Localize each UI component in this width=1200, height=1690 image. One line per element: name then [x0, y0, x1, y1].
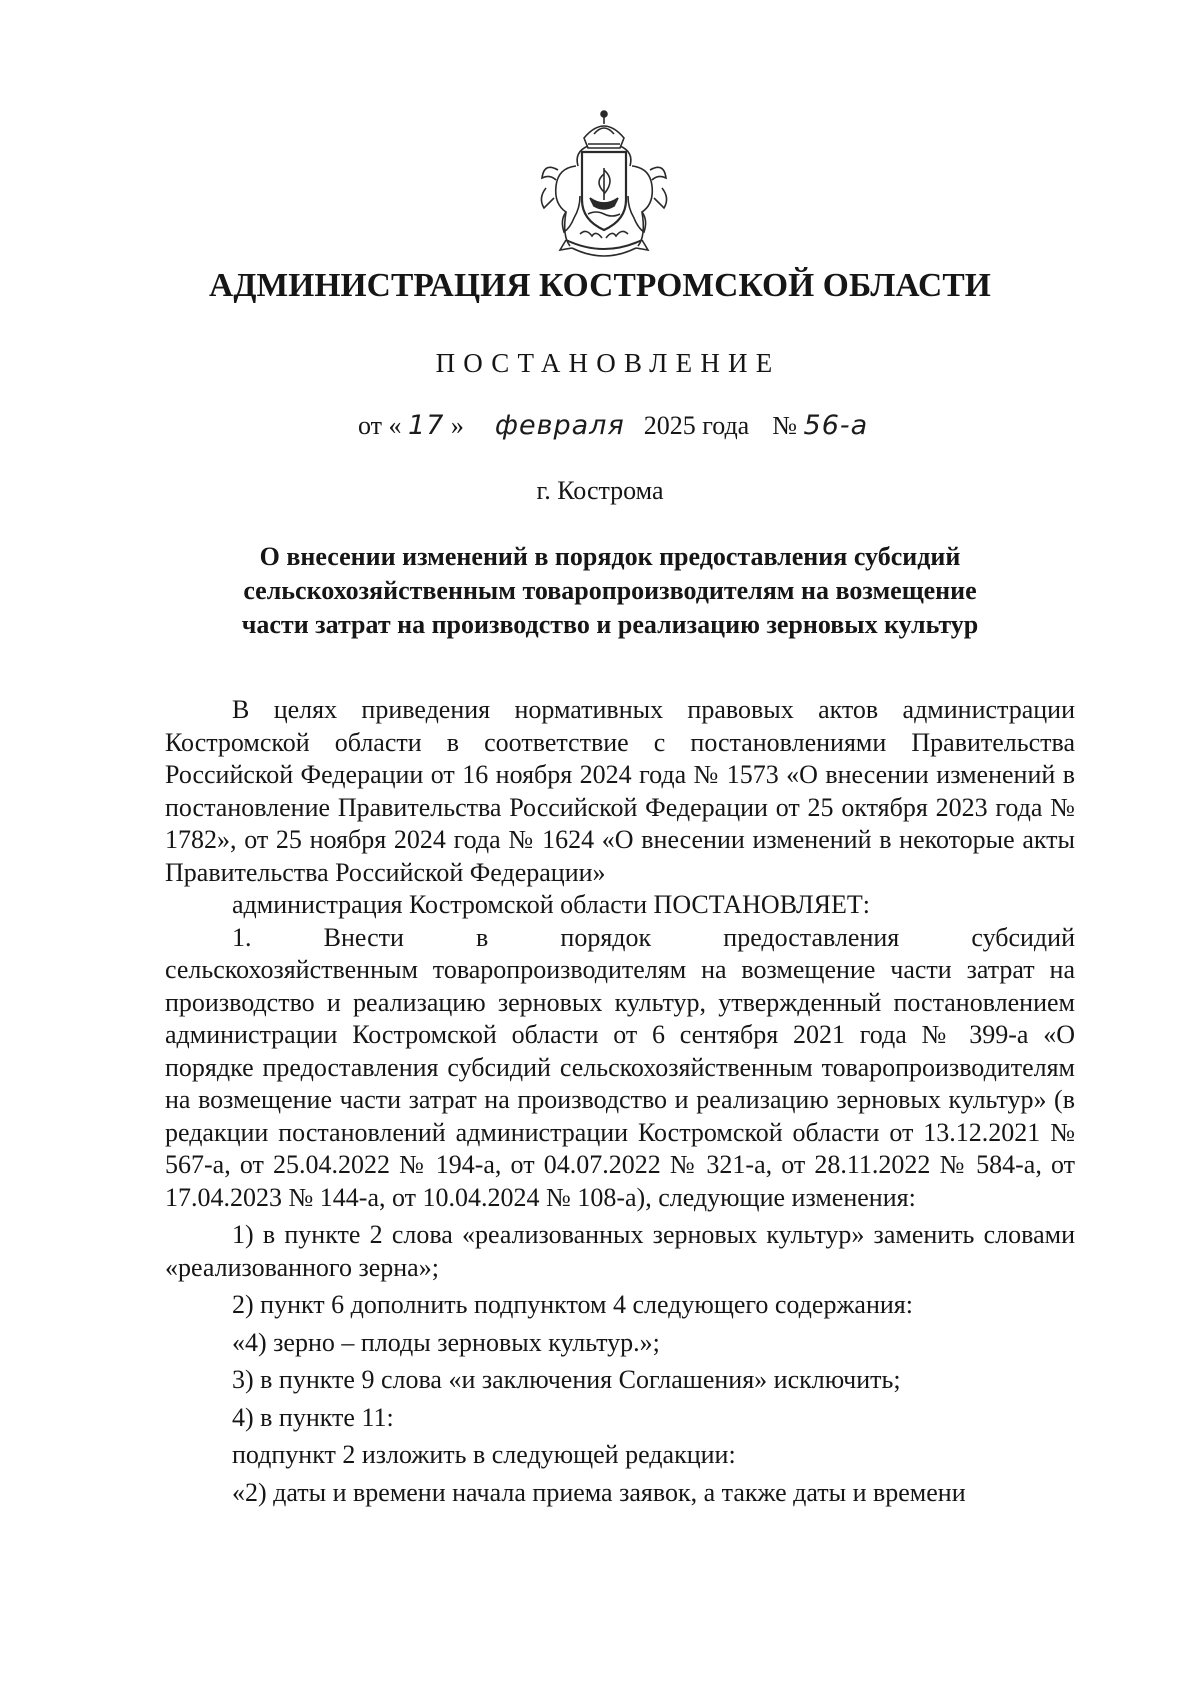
subitem-1: 1) в пункте 2 слова «реализованных зерновых культур» заменить словами «реализованного зерна»; — [165, 1220, 1075, 1282]
subitem-2-text: «4) зерно – плоды зерновых культур.»; — [232, 1327, 660, 1357]
subject-line: О внесении изменений в порядок предоставления субсидий — [259, 542, 961, 571]
item-1-first-line: 1. Внести в порядок предоставления субсидий — [232, 922, 1075, 952]
item-1-text: сельскохозяйственным товаропроизводителям на возмещение части затрат на производство и реализацию зерновых культур, утвержденный постановлением администрации Костромской области от 6 сентября 2021 года № 399-а «О порядке предоставления субсидий сельскохозяйственным товаропроизводителям на возмещение части затрат на производство и реализацию зерновых культур» (в редакции постановлений администрации Костромской области от 13.12.2021 № 567-а, от 25.04.2022 № 194-а, от 04.07.2022 № 321-а, от 28.11.2022 № 584-а, от 17.04.2023 № 144-а, от 10.04.2024 № 108-а), следующие изменения: — [165, 955, 1075, 1212]
date-month-handwritten: февраля — [494, 410, 625, 441]
subitem-2: 2) пункт 6 дополнить подпунктом 4 следующего содержания: — [232, 1290, 913, 1319]
resolves-paragraph: администрация Костромской области ПОСТАНОВЛЯЕТ: — [232, 890, 871, 919]
date-year: 2025 года — [643, 411, 750, 440]
subject-line: сельскохозяйственным товаропроизводителям на возмещение — [243, 576, 977, 605]
subitem-3: 3) в пункте 9 слова «и заключения Соглашения» исключить; — [232, 1365, 901, 1394]
document-date-line — [358, 410, 868, 441]
document-body — [165, 694, 1075, 1509]
document-type: ПОСТАНОВЛЕНИЕ — [435, 348, 781, 378]
subitem-4: 4) в пункте 11: — [232, 1402, 394, 1432]
number-sign: № — [772, 411, 798, 440]
date-day-handwritten: 17 — [408, 410, 445, 441]
preamble-paragraph: В целях приведения нормативных правовых актов администрации Костромской области в соответствие с постановлениями Правительства Российской Федерации от 16 ноября 2024 года № 1573 «О внесении изменений в постановление Правительства Российской Федерации от 25 октября 2023 года № 1782», от 25 ноября 2024 года № 1624 «О внесении изменений в некоторые акты Правительства Российской Федерации» — [165, 695, 1075, 887]
document-subject — [215, 540, 1005, 642]
date-prefix: от « — [358, 411, 402, 440]
city: г. Кострома — [536, 476, 664, 505]
date-day-close: » — [450, 411, 464, 440]
subitem-4-b: «2) даты и времени начала приема заявок, а также даты и времени — [232, 1477, 966, 1507]
coat-of-arms-icon — [536, 108, 672, 266]
document-number-handwritten: 56-а — [803, 410, 869, 441]
subitem-4-a: подпункт 2 изложить в следующей редакции: — [232, 1440, 736, 1469]
organization-title: АДМИНИСТРАЦИЯ КОСТРОМСКОЙ ОБЛАСТИ — [209, 267, 991, 304]
subject-line: части затрат на производство и реализацию зерновых культур — [241, 610, 979, 639]
